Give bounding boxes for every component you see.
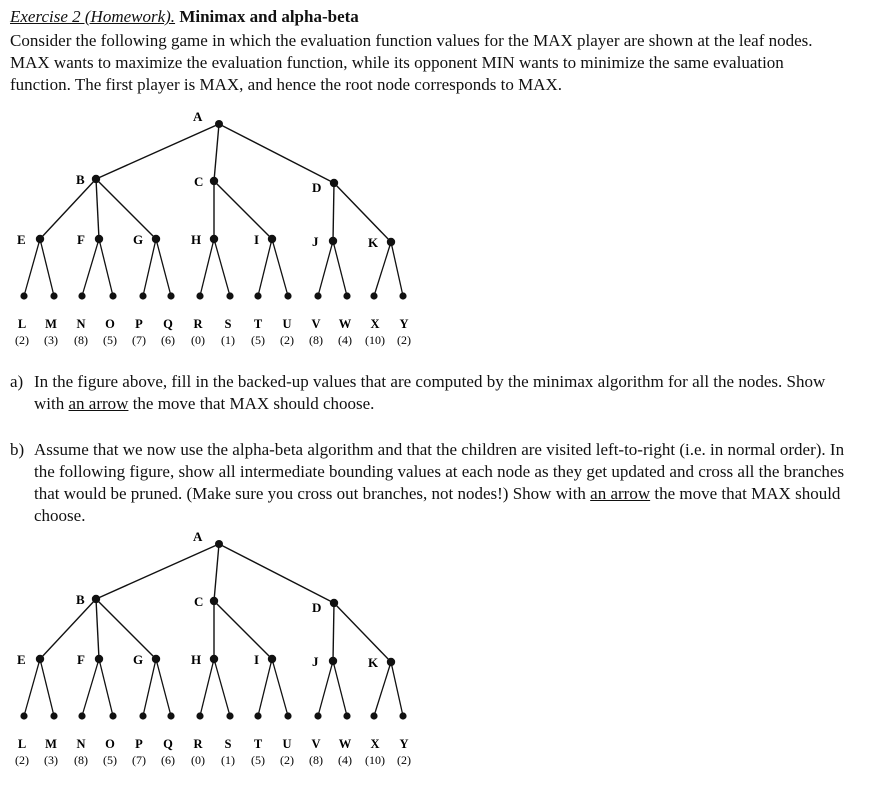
- leaf-value: (6): [161, 753, 175, 767]
- question-b-text-end: the move that MAX should choose.: [34, 484, 841, 525]
- edge: [24, 239, 40, 296]
- edge: [156, 659, 171, 716]
- leaf-label: W: [338, 317, 352, 331]
- leaf-dot: [343, 292, 350, 299]
- edge: [214, 124, 219, 181]
- node-label: J: [312, 654, 319, 669]
- node-dot: [268, 235, 276, 243]
- leaf-label: P: [135, 737, 143, 751]
- node-dot: [152, 655, 160, 663]
- edge: [272, 239, 288, 296]
- leaf-value: (4): [338, 753, 352, 767]
- leaf-value: (10): [365, 333, 385, 347]
- node-label: K: [368, 235, 379, 250]
- edge: [258, 239, 272, 296]
- leaf-label: T: [253, 317, 263, 331]
- leaf-value: (0): [191, 333, 205, 347]
- node-dot: [329, 657, 337, 665]
- leaf-value: (1): [221, 333, 235, 347]
- leaf-dot: [78, 292, 85, 299]
- leaf-label: S: [224, 317, 232, 331]
- edge: [99, 659, 113, 716]
- leaf-value: (7): [132, 333, 146, 347]
- leaf-dot: [196, 292, 203, 299]
- leaf-value: (8): [74, 753, 88, 767]
- leaf-label: M: [45, 737, 57, 751]
- node-label: E: [17, 652, 26, 667]
- node-dot: [152, 235, 160, 243]
- node-label: F: [77, 232, 85, 247]
- leaf-value: (2): [397, 753, 411, 767]
- edge: [96, 599, 156, 659]
- leaf-label: Q: [163, 317, 173, 331]
- edge: [219, 544, 334, 603]
- edge: [99, 239, 113, 296]
- leaf-value: (4): [338, 333, 352, 347]
- edge: [156, 239, 171, 296]
- game-tree-minimax: [0, 100, 870, 360]
- edge: [40, 659, 54, 716]
- edge: [40, 239, 54, 296]
- node-dot: [210, 655, 218, 663]
- edge: [318, 661, 333, 716]
- node-dot: [210, 235, 218, 243]
- node-label: H: [191, 652, 202, 667]
- leaf-dot: [314, 292, 321, 299]
- edge: [258, 659, 272, 716]
- leaf-dot: [78, 712, 85, 719]
- node-label: I: [254, 232, 260, 247]
- leaf-dot: [20, 712, 27, 719]
- leaf-label: T: [253, 737, 263, 751]
- node-label-root: A: [193, 109, 203, 124]
- node-label: K: [368, 655, 379, 670]
- leaf-label: M: [45, 317, 57, 331]
- leaf-value: (2): [280, 333, 294, 347]
- edge: [143, 659, 156, 716]
- leaf-dot: [399, 292, 406, 299]
- leaf-label: R: [193, 317, 203, 331]
- leaf-label: V: [311, 737, 321, 751]
- leaf-label: P: [135, 317, 143, 331]
- leaf-dot: [314, 712, 321, 719]
- node-dot: [387, 238, 395, 246]
- leaf-dot: [109, 292, 116, 299]
- leaf-dot: [370, 292, 377, 299]
- question-b: [10, 439, 850, 527]
- node-label: D: [312, 180, 322, 195]
- node-label: F: [77, 652, 85, 667]
- node-dot: [36, 655, 44, 663]
- node-label: I: [254, 652, 260, 667]
- leaf-label: U: [282, 737, 292, 751]
- edge: [333, 603, 334, 661]
- node-dot: [95, 235, 103, 243]
- leaf-value: (7): [132, 753, 146, 767]
- leaf-value: (5): [251, 753, 265, 767]
- leaf-value: (8): [74, 333, 88, 347]
- leaf-value: (8): [309, 753, 323, 767]
- edge: [214, 239, 230, 296]
- node-dot: [329, 237, 337, 245]
- node-label: G: [133, 232, 144, 247]
- node-label: C: [194, 174, 204, 189]
- node-label: J: [312, 234, 319, 249]
- leaf-value: (2): [15, 753, 29, 767]
- edge: [374, 242, 391, 296]
- leaf-value: (5): [103, 753, 117, 767]
- edge: [333, 241, 347, 296]
- leaf-value: (3): [44, 333, 58, 347]
- node-dot: [268, 655, 276, 663]
- node-dot: [210, 597, 218, 605]
- leaf-dot: [50, 712, 57, 719]
- leaf-dot: [254, 292, 261, 299]
- exercise-title: [10, 6, 359, 27]
- leaf-label: O: [105, 317, 115, 331]
- leaf-label: Y: [399, 317, 409, 331]
- question-b-arrow-phrase: an arrow: [590, 484, 651, 503]
- edge: [334, 183, 391, 242]
- question-a-arrow-phrase: an arrow: [68, 394, 129, 413]
- edge: [214, 544, 219, 601]
- edge: [96, 124, 219, 179]
- edge: [82, 239, 99, 296]
- question-a-text-end: the move that MAX should choose.: [132, 394, 375, 413]
- question-b-text: Assume that we now use the alpha-beta algorithm and that the children are visited left-to-right (i.e. in normal order). In the following figure, show all intermediate bounding values at each node as they get updated and cross all the branches that would be pruned. (Make sure you cross out branches, not nodes!) Show with: [34, 440, 845, 503]
- edge: [214, 601, 272, 659]
- leaf-label: L: [17, 317, 27, 331]
- edge: [200, 659, 214, 716]
- leaf-dot: [196, 712, 203, 719]
- leaf-label: S: [224, 737, 232, 751]
- edge: [374, 662, 391, 716]
- leaf-dot: [254, 712, 261, 719]
- edge: [96, 544, 219, 599]
- leaf-value: (8): [309, 333, 323, 347]
- node-dot: [92, 175, 100, 183]
- leaf-value: (0): [191, 753, 205, 767]
- leaf-dot: [109, 712, 116, 719]
- leaf-label: L: [17, 737, 27, 751]
- edge: [333, 183, 334, 241]
- node-dot: [330, 179, 338, 187]
- node-label: E: [17, 232, 26, 247]
- leaf-dot: [139, 292, 146, 299]
- leaf-dot: [50, 292, 57, 299]
- leaf-dot: [226, 292, 233, 299]
- node-dot: [36, 235, 44, 243]
- leaf-label: R: [193, 737, 203, 751]
- node-label: G: [133, 652, 144, 667]
- edge: [96, 179, 156, 239]
- leaf-label: N: [76, 737, 86, 751]
- node-label: H: [191, 232, 202, 247]
- edge: [391, 662, 403, 716]
- edge: [219, 124, 334, 183]
- leaf-value: (10): [365, 753, 385, 767]
- edge: [24, 659, 40, 716]
- leaf-label: Q: [163, 737, 173, 751]
- edge: [214, 659, 230, 716]
- leaf-value: (6): [161, 333, 175, 347]
- intro-paragraph: Consider the following game in which the evaluation function values for the MAX player are shown at the leaf nodes. MAX wants to maximize the evaluation function, while its opponent MIN wants to minimize the same evaluation function. The first player is MAX, and hence the root node corresponds to MAX.: [10, 31, 813, 94]
- node-dot: [215, 540, 223, 548]
- leaf-dot: [284, 292, 291, 299]
- question-a-label: a): [10, 372, 24, 391]
- leaf-label: V: [311, 317, 321, 331]
- leaf-dot: [370, 712, 377, 719]
- edge: [96, 179, 99, 239]
- node-dot: [92, 595, 100, 603]
- node-dot: [387, 658, 395, 666]
- leaf-label: X: [370, 737, 380, 751]
- edge: [333, 661, 347, 716]
- leaf-label: X: [370, 317, 380, 331]
- exercise-topic: Minimax and alpha-beta: [179, 7, 359, 26]
- leaf-value: (5): [251, 333, 265, 347]
- node-label: B: [76, 172, 85, 187]
- leaf-dot: [167, 712, 174, 719]
- question-a-text: In the figure above, fill in the backed-up values that are computed by the minimax algorithm for all the nodes. Show with: [34, 372, 826, 413]
- leaf-value: (1): [221, 753, 235, 767]
- leaf-dot: [399, 712, 406, 719]
- edge: [272, 659, 288, 716]
- leaf-dot: [20, 292, 27, 299]
- question-a: [10, 371, 850, 415]
- node-label-root: A: [193, 529, 203, 544]
- edge: [82, 659, 99, 716]
- leaf-label: O: [105, 737, 115, 751]
- leaf-dot: [139, 712, 146, 719]
- node-dot: [95, 655, 103, 663]
- edge: [40, 599, 96, 659]
- node-dot: [215, 120, 223, 128]
- leaf-value: (2): [15, 333, 29, 347]
- question-b-label: b): [10, 440, 25, 459]
- leaf-value: (3): [44, 753, 58, 767]
- leaf-value: (5): [103, 333, 117, 347]
- leaf-dot: [284, 712, 291, 719]
- leaf-label: W: [338, 737, 352, 751]
- node-label: D: [312, 600, 322, 615]
- node-label: B: [76, 592, 85, 607]
- edge: [143, 239, 156, 296]
- leaf-label: N: [76, 317, 86, 331]
- node-dot: [210, 177, 218, 185]
- leaf-dot: [343, 712, 350, 719]
- node-label: C: [194, 594, 204, 609]
- leaf-dot: [167, 292, 174, 299]
- edge: [96, 599, 99, 659]
- node-dot: [330, 599, 338, 607]
- leaf-value: (2): [397, 333, 411, 347]
- game-tree-alpha-beta: [0, 520, 870, 780]
- edge: [318, 241, 333, 296]
- edge: [391, 242, 403, 296]
- leaf-label: Y: [399, 737, 409, 751]
- edge: [214, 181, 272, 239]
- edge: [200, 239, 214, 296]
- leaf-value: (2): [280, 753, 294, 767]
- exercise-number: Exercise 2 (Homework).: [10, 7, 176, 26]
- edge: [334, 603, 391, 662]
- leaf-dot: [226, 712, 233, 719]
- edge: [40, 179, 96, 239]
- leaf-label: U: [282, 317, 292, 331]
